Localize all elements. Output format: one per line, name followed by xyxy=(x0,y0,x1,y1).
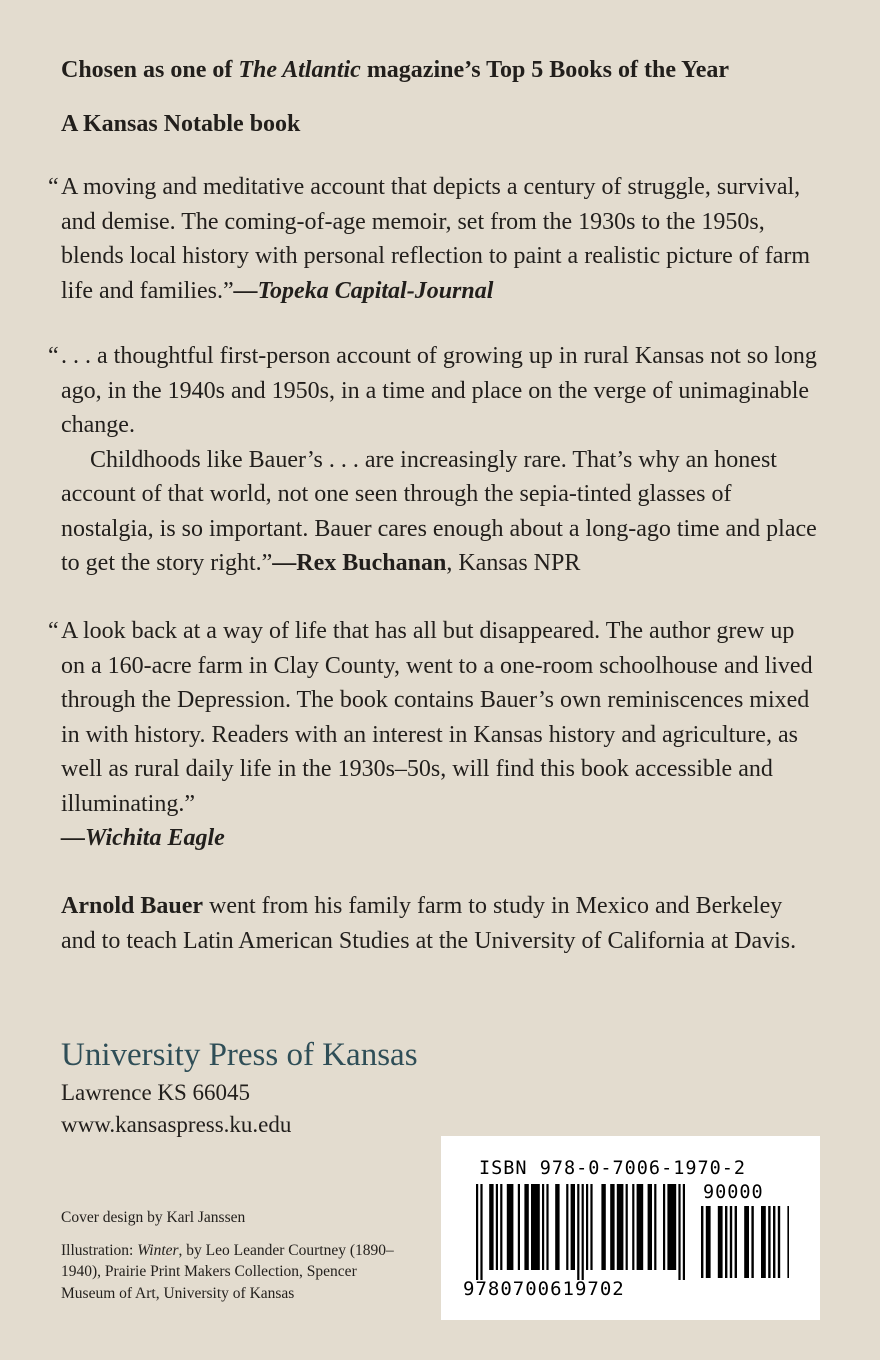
quote-paragraph: “ A moving and meditative account that depicts a century of struggle, survival, and demise. The coming-of-age memoir, set from the 1930s to the 1950s, blends local history with personal reflection to paint a realistic picture of farm life and families.”—Topeka Capital-Journal xyxy=(48,174,811,304)
review-quote xyxy=(48,614,821,856)
author-name: Arnold Bauer xyxy=(61,893,204,919)
cover-design-credit: Cover design by Karl Janssen xyxy=(61,1209,246,1226)
quote-source: —Wichita Eagle xyxy=(61,825,225,851)
award-atlantic: Chosen as one of The Atlantic magazine’s Top 5 Books of the Year xyxy=(61,57,730,83)
isbn-text: ISBN 978-0-7006-1970-2 xyxy=(479,1158,747,1179)
author-bio: Arnold Bauer went from his family farm to study in Mexico and Berkeley and to teach Latin American Studies at the University of California at Davis. xyxy=(61,893,797,954)
price-code: 90000 xyxy=(703,1182,764,1203)
publisher-name: University Press of Kansas xyxy=(61,1037,418,1073)
addon-barcode-bars xyxy=(701,1206,789,1280)
quote-paragraph: “ A look back at a way of life that has all but disappeared. The author grew up on a 160-acre farm in Clay County, went to a one-room schoolhouse and lived through the Depression. The book contains Bauer’s own reminiscences mixed in with history. Readers with an interest in Kansas history and agriculture, as well as rural daily life in the 1930s–50s, will find this book accessible and illuminating.” —Wichita Eagle xyxy=(48,618,813,851)
publisher-address: Lawrence KS 66045 xyxy=(61,1080,251,1105)
illustration-credit: Illustration: Winter, by Leo Leander Courtney (1890–1940), Prairie Print Makers Collection, Spencer Museum of Art, University of Kansas xyxy=(61,1241,394,1302)
ean-digits: 9780700619702 xyxy=(463,1278,625,1300)
quote-paragraph: “ . . . a thoughtful first-person account of growing up in rural Kansas not so long ago, in the 1940s and 1950s, in a time and place on the verge of unimaginable change. xyxy=(48,343,817,438)
review-quote xyxy=(48,170,821,308)
cover-credits xyxy=(61,1207,401,1304)
award-kansas-notable: A Kansas Notable book xyxy=(61,111,301,137)
quote-source: —Rex Buchanan xyxy=(272,550,447,576)
quote-source: —Topeka Capital-Journal xyxy=(233,277,494,304)
barcode xyxy=(441,1136,820,1320)
ean-barcode-bars xyxy=(476,1184,691,1280)
quote-paragraph: Childhoods like Bauer’s . . . are increasingly rare. That’s why an honest account of that world, not one seen through the sepia-tinted glasses of nostalgia, is so important. Bauer cares enough about a long-ago time and place to get the story right.”—Rex Buchanan, Kansas NPR xyxy=(61,446,817,576)
publisher-url: www.kansaspress.ku.edu xyxy=(61,1112,292,1137)
review-quote xyxy=(48,339,821,581)
